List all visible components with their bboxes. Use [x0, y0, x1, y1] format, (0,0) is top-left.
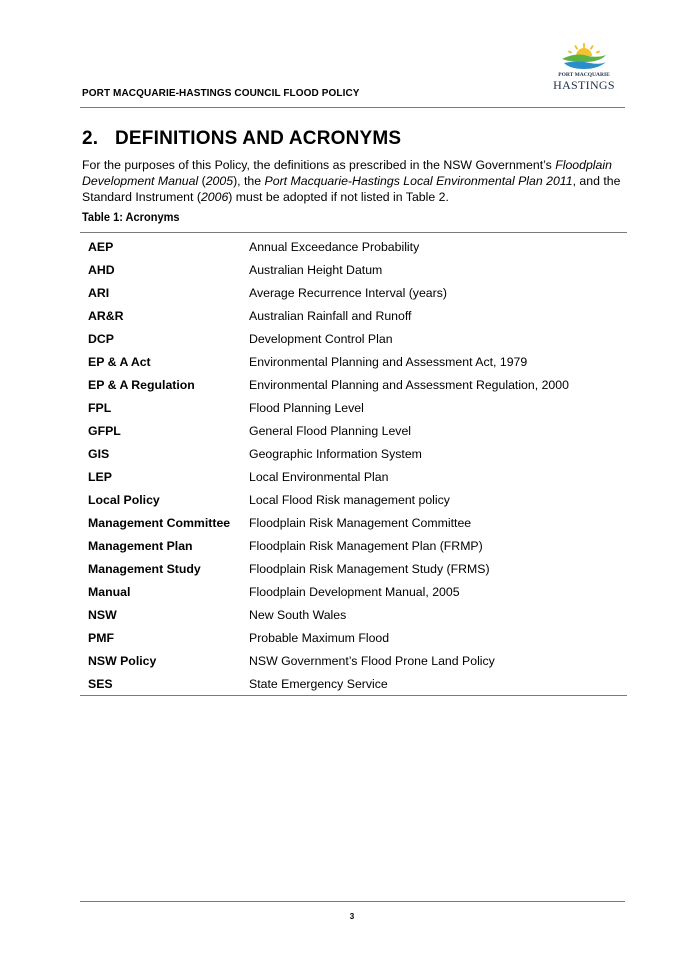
- table-row: [80, 511, 627, 534]
- acronym-term: FPL: [88, 400, 112, 415]
- logo-text-bottom: HASTINGS: [553, 78, 615, 92]
- acronym-term: NSW: [88, 607, 117, 622]
- acronyms-table: [80, 232, 627, 696]
- acronym-definition: Development Control Plan: [249, 331, 393, 346]
- acronym-definition: Floodplain Risk Management Study (FRMS): [249, 561, 490, 576]
- acronym-definition: NSW Government’s Flood Prone Land Policy: [249, 653, 495, 668]
- acronym-definition: Floodplain Development Manual, 2005: [249, 584, 460, 599]
- acronym-term: AHD: [88, 262, 115, 277]
- intro-text: (: [198, 174, 206, 188]
- intro-italic-year: 2006: [200, 190, 229, 204]
- acronym-term: LEP: [88, 469, 112, 484]
- table-row: [80, 488, 627, 511]
- table-row: [80, 304, 627, 327]
- table-row: [80, 396, 627, 419]
- table-row: [80, 626, 627, 649]
- acronym-term: SES: [88, 676, 113, 691]
- acronym-term: Manual: [88, 584, 131, 599]
- table-row: [80, 327, 627, 350]
- header-divider: [80, 107, 625, 108]
- acronym-term: Management Committee: [88, 515, 231, 530]
- acronym-definition: General Flood Planning Level: [249, 423, 412, 438]
- table-row: [80, 442, 627, 465]
- acronym-definition: New South Wales: [249, 607, 347, 622]
- council-logo: [548, 42, 620, 94]
- table-row: [80, 465, 627, 488]
- table-row: [80, 373, 627, 396]
- table-row: [80, 580, 627, 603]
- acronym-term: Local Policy: [88, 492, 160, 507]
- page-number: 3: [349, 912, 355, 921]
- acronym-definition: Annual Exceedance Probability: [249, 239, 420, 254]
- acronym-term: DCP: [88, 331, 114, 346]
- table-row: [80, 603, 627, 626]
- acronym-definition: Geographic Information System: [249, 446, 422, 461]
- acronym-term: AEP: [88, 239, 114, 254]
- acronym-term: EP & A Act: [88, 354, 151, 369]
- table-caption: Table 1: Acronyms: [82, 210, 180, 224]
- acronym-definition: Average Recurrence Interval (years): [249, 285, 447, 300]
- intro-text: , and the Standard Instrument (: [82, 174, 621, 204]
- acronym-term: GIS: [88, 446, 110, 461]
- intro-paragraph: [82, 157, 627, 205]
- intro-italic-lep: Port Macquarie-Hastings Local Environmental Plan 2011: [264, 174, 573, 188]
- acronym-definition: Probable Maximum Flood: [249, 630, 390, 645]
- intro-text: For the purposes of this Policy, the definitions as prescribed in the NSW Government’s: [82, 158, 556, 172]
- intro-italic-manual: Floodplain Development Manual: [82, 158, 612, 188]
- section-heading: [82, 128, 401, 150]
- acronym-term: GFPL: [88, 423, 121, 438]
- intro-italic-year: 2005: [205, 174, 234, 188]
- acronym-term: EP & A Regulation: [88, 377, 195, 392]
- table-row: [80, 534, 627, 557]
- acronym-term: ARI: [88, 285, 110, 300]
- acronym-definition: Floodplain Risk Management Committee: [249, 515, 472, 530]
- footer-divider: [80, 901, 625, 902]
- table-row: [80, 649, 627, 672]
- table-row: [80, 350, 627, 373]
- acronym-definition: Local Environmental Plan: [249, 469, 389, 484]
- table-row: [80, 281, 627, 304]
- logo-text-top: PORT MACQUARIE: [558, 72, 610, 78]
- intro-text: ), the: [233, 174, 265, 188]
- sun-landscape-icon: [558, 42, 610, 72]
- table-row: [80, 258, 627, 281]
- acronym-definition: Australian Height Datum: [249, 262, 383, 277]
- acronym-definition: Flood Planning Level: [249, 400, 364, 415]
- table-row: [80, 233, 627, 259]
- acronym-term: NSW Policy: [88, 653, 157, 668]
- intro-text: ) must be adopted if not listed in Table 2.: [228, 190, 449, 204]
- table-row: [80, 557, 627, 580]
- acronym-definition: State Emergency Service: [249, 676, 388, 691]
- acronym-definition: Local Flood Risk management policy: [249, 492, 450, 507]
- acronym-definition: Environmental Planning and Assessment Regulation, 2000: [249, 377, 569, 392]
- section-number: 2.: [82, 128, 99, 149]
- acronym-term: Management Plan: [88, 538, 193, 553]
- acronym-term: AR&R: [88, 308, 124, 323]
- acronym-definition: Australian Rainfall and Runoff: [249, 308, 412, 323]
- table-row: [80, 672, 627, 696]
- section-title: DEFINITIONS AND ACRONYMS: [115, 128, 402, 149]
- table-row: [80, 419, 627, 442]
- document-header-title: PORT MACQUARIE-HASTINGS COUNCIL FLOOD POLICY: [82, 88, 360, 99]
- acronym-term: PMF: [88, 630, 114, 645]
- acronym-term: Management Study: [88, 561, 201, 576]
- acronym-definition: Floodplain Risk Management Plan (FRMP): [249, 538, 483, 553]
- acronym-definition: Environmental Planning and Assessment Act, 1979: [249, 354, 528, 369]
